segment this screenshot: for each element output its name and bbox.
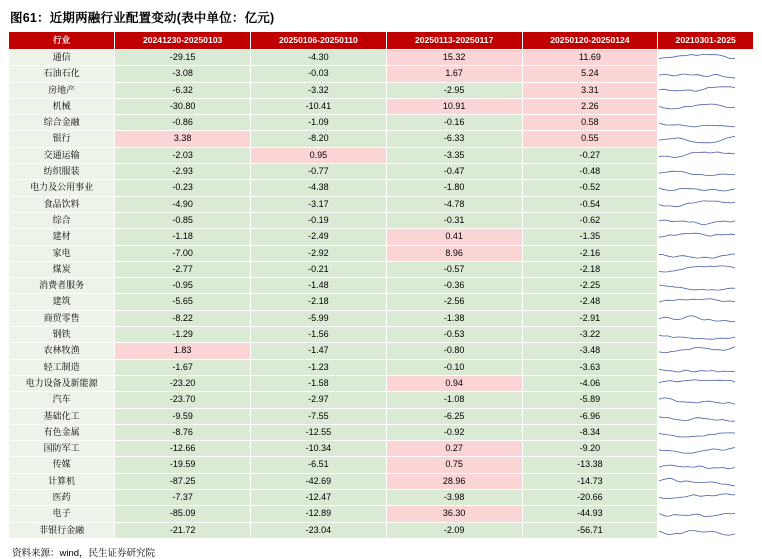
value-cell: -2.25 [522,278,658,294]
sparkline-cell [658,229,754,245]
value-cell: -42.69 [251,473,387,489]
value-cell: 3.38 [115,131,251,147]
value-cell: -14.73 [522,473,658,489]
industry-name-cell: 计算机 [9,473,115,489]
value-cell: 1.83 [115,343,251,359]
value-cell: -23.70 [115,392,251,408]
table-row [9,278,754,294]
table-row [9,441,754,457]
value-cell: -2.49 [251,229,387,245]
sparkline-cell [658,343,754,359]
value-cell: 3.31 [522,82,658,98]
value-cell: -4.38 [251,180,387,196]
sparkline-cell [658,473,754,489]
page-title: 图61：近期两融行业配置变动(表中单位：亿元) [10,11,275,25]
value-cell: -0.54 [522,196,658,212]
value-cell: -0.52 [522,180,658,196]
value-cell: -23.04 [251,522,387,538]
industry-name-cell: 食品饮料 [9,196,115,212]
value-cell: -29.15 [115,50,251,66]
value-cell: -2.91 [522,310,658,326]
sparkline-cell [658,245,754,261]
value-cell: -2.97 [251,392,387,408]
industry-name-cell: 家电 [9,245,115,261]
sparkline-cell [658,424,754,440]
value-cell: -56.71 [522,522,658,538]
value-cell: -2.48 [522,294,658,310]
value-cell: -2.92 [251,245,387,261]
industry-name-cell: 基础化工 [9,408,115,424]
value-cell: -8.22 [115,310,251,326]
sparkline-cell [658,441,754,457]
sparkline-cell [658,180,754,196]
value-cell: -6.32 [115,82,251,98]
value-cell: -4.06 [522,375,658,391]
value-cell: 0.94 [386,375,522,391]
value-cell: 5.24 [522,66,658,82]
value-cell: -0.19 [251,212,387,228]
value-cell: -2.77 [115,261,251,277]
value-cell: -13.38 [522,457,658,473]
col-header-week1: 20241230-20250103 [115,32,251,50]
table-row [9,310,754,326]
value-cell: -10.34 [251,441,387,457]
value-cell: -9.59 [115,408,251,424]
value-cell: -0.85 [115,212,251,228]
value-cell: -4.30 [251,50,387,66]
value-cell: -1.08 [386,392,522,408]
value-cell: -30.80 [115,98,251,114]
value-cell: -3.63 [522,359,658,375]
value-cell: 0.27 [386,441,522,457]
table-row [9,490,754,506]
table-row [9,506,754,522]
value-cell: -0.47 [386,164,522,180]
table-row [9,375,754,391]
industry-name-cell: 纺织服装 [9,164,115,180]
value-cell: -7.37 [115,490,251,506]
value-cell: -0.21 [251,261,387,277]
value-cell: -5.99 [251,310,387,326]
table-row [9,164,754,180]
value-cell: -5.89 [522,392,658,408]
sparkline-cell [658,196,754,212]
value-cell: 10.91 [386,98,522,114]
industry-name-cell: 消费者服务 [9,278,115,294]
sparkline-cell [658,506,754,522]
value-cell: -1.58 [251,375,387,391]
table-row [9,473,754,489]
value-cell: -6.33 [386,131,522,147]
value-cell: -2.56 [386,294,522,310]
industry-name-cell: 轻工制造 [9,359,115,375]
sparkline-cell [658,115,754,131]
value-cell: -1.80 [386,180,522,196]
table-row [9,522,754,538]
table-row [9,457,754,473]
value-cell: -1.29 [115,327,251,343]
value-cell: -12.55 [251,424,387,440]
value-cell: -0.57 [386,261,522,277]
table-row [9,115,754,131]
table-row [9,98,754,114]
value-cell: -8.20 [251,131,387,147]
sparkline-cell [658,375,754,391]
table-row [9,327,754,343]
industry-name-cell: 建材 [9,229,115,245]
value-cell: -7.55 [251,408,387,424]
value-cell: -10.41 [251,98,387,114]
value-cell: -8.76 [115,424,251,440]
value-cell: -2.16 [522,245,658,261]
industry-name-cell: 建筑 [9,294,115,310]
value-cell: -0.53 [386,327,522,343]
table-row [9,66,754,82]
sparkline-cell [658,408,754,424]
industry-name-cell: 机械 [9,98,115,114]
table-row [9,424,754,440]
value-cell: -0.10 [386,359,522,375]
value-cell: 0.41 [386,229,522,245]
value-cell: -2.09 [386,522,522,538]
value-cell: -2.95 [386,82,522,98]
value-cell: -0.48 [522,164,658,180]
industry-name-cell: 石油石化 [9,66,115,82]
industry-name-cell: 国防军工 [9,441,115,457]
industry-name-cell: 银行 [9,131,115,147]
value-cell: 2.26 [522,98,658,114]
col-header-week3: 20250113-20250117 [386,32,522,50]
table-row [9,408,754,424]
sparkline-cell [658,310,754,326]
industry-name-cell: 电力设备及新能源 [9,375,115,391]
value-cell: 28.96 [386,473,522,489]
value-cell: -12.47 [251,490,387,506]
value-cell: -0.62 [522,212,658,228]
industry-name-cell: 房地产 [9,82,115,98]
value-cell: -2.03 [115,147,251,163]
value-cell: -0.36 [386,278,522,294]
value-cell: -0.16 [386,115,522,131]
value-cell: -1.56 [251,327,387,343]
sparkline-cell [658,164,754,180]
sparkline-cell [658,359,754,375]
value-cell: -6.96 [522,408,658,424]
value-cell: 1.67 [386,66,522,82]
value-cell: -6.51 [251,457,387,473]
industry-name-cell: 钢铁 [9,327,115,343]
col-header-sparkline: 20210301-2025 [658,32,754,50]
value-cell: -3.32 [251,82,387,98]
col-header-industry: 行业 [9,32,115,50]
industry-name-cell: 综合金融 [9,115,115,131]
value-cell: -20.66 [522,490,658,506]
value-cell: 0.75 [386,457,522,473]
table-row [9,245,754,261]
value-cell: -21.72 [115,522,251,538]
value-cell: -2.18 [522,261,658,277]
table-row [9,147,754,163]
value-cell: -9.20 [522,441,658,457]
value-cell: -12.66 [115,441,251,457]
sparkline-cell [658,131,754,147]
value-cell: -87.25 [115,473,251,489]
sparkline-cell [658,294,754,310]
value-cell: -1.67 [115,359,251,375]
table-row [9,229,754,245]
sparkline-cell [658,522,754,538]
value-cell: -1.48 [251,278,387,294]
sparkline-cell [658,147,754,163]
sparkline-cell [658,82,754,98]
value-cell: -0.86 [115,115,251,131]
source-note: 资料来源：wind，民生证券研究院 [12,547,156,559]
value-cell: -3.17 [251,196,387,212]
sparkline-cell [658,261,754,277]
sparkline-cell [658,457,754,473]
industry-name-cell: 商贸零售 [9,310,115,326]
table-row [9,294,754,310]
value-cell: -1.35 [522,229,658,245]
sparkline-cell [658,490,754,506]
value-cell: -0.03 [251,66,387,82]
value-cell: -2.18 [251,294,387,310]
industry-name-cell: 农林牧渔 [9,343,115,359]
table-row [9,392,754,408]
value-cell: 0.95 [251,147,387,163]
value-cell: -1.09 [251,115,387,131]
value-cell: -0.92 [386,424,522,440]
col-header-week4: 20250120-20250124 [522,32,658,50]
value-cell: 0.58 [522,115,658,131]
value-cell: 8.96 [386,245,522,261]
value-cell: -0.77 [251,164,387,180]
value-cell: -1.47 [251,343,387,359]
value-cell: -8.34 [522,424,658,440]
col-header-week2: 20250106-20250110 [251,32,387,50]
industry-name-cell: 汽车 [9,392,115,408]
value-cell: -4.90 [115,196,251,212]
sparkline-cell [658,278,754,294]
table-row [9,82,754,98]
value-cell: -3.98 [386,490,522,506]
sparkline-cell [658,327,754,343]
value-cell: -0.95 [115,278,251,294]
table-body [9,50,754,539]
value-cell: -3.22 [522,327,658,343]
industry-name-cell: 有色金属 [9,424,115,440]
value-cell: -19.59 [115,457,251,473]
value-cell: -1.23 [251,359,387,375]
industry-name-cell: 综合 [9,212,115,228]
table-row [9,212,754,228]
table-row [9,180,754,196]
value-cell: -4.78 [386,196,522,212]
industry-name-cell: 交通运输 [9,147,115,163]
table-row [9,359,754,375]
value-cell: 11.69 [522,50,658,66]
value-cell: -1.18 [115,229,251,245]
value-cell: 15.32 [386,50,522,66]
table-row [9,196,754,212]
table-row [9,50,754,66]
sparkline-cell [658,98,754,114]
table-row [9,261,754,277]
table-row [9,343,754,359]
value-cell: -0.27 [522,147,658,163]
value-cell: -44.93 [522,506,658,522]
industry-name-cell: 电子 [9,506,115,522]
value-cell: -23.20 [115,375,251,391]
value-cell: -3.08 [115,66,251,82]
value-cell: -7.00 [115,245,251,261]
sparkline-cell [658,392,754,408]
margin-trading-industry-table [8,31,754,539]
value-cell: -0.23 [115,180,251,196]
industry-name-cell: 煤炭 [9,261,115,277]
value-cell: 0.55 [522,131,658,147]
sparkline-cell [658,212,754,228]
industry-name-cell: 通信 [9,50,115,66]
value-cell: -2.93 [115,164,251,180]
value-cell: -5.65 [115,294,251,310]
industry-name-cell: 医药 [9,490,115,506]
industry-name-cell: 非银行金融 [9,522,115,538]
value-cell: -85.09 [115,506,251,522]
value-cell: -1.38 [386,310,522,326]
table-header-row [9,32,754,50]
value-cell: -12.89 [251,506,387,522]
value-cell: -0.80 [386,343,522,359]
value-cell: 36.30 [386,506,522,522]
industry-name-cell: 传媒 [9,457,115,473]
value-cell: -6.25 [386,408,522,424]
table-row [9,131,754,147]
value-cell: -3.35 [386,147,522,163]
industry-name-cell: 电力及公用事业 [9,180,115,196]
sparkline-cell [658,50,754,66]
value-cell: -3.48 [522,343,658,359]
sparkline-cell [658,66,754,82]
value-cell: -0.31 [386,212,522,228]
